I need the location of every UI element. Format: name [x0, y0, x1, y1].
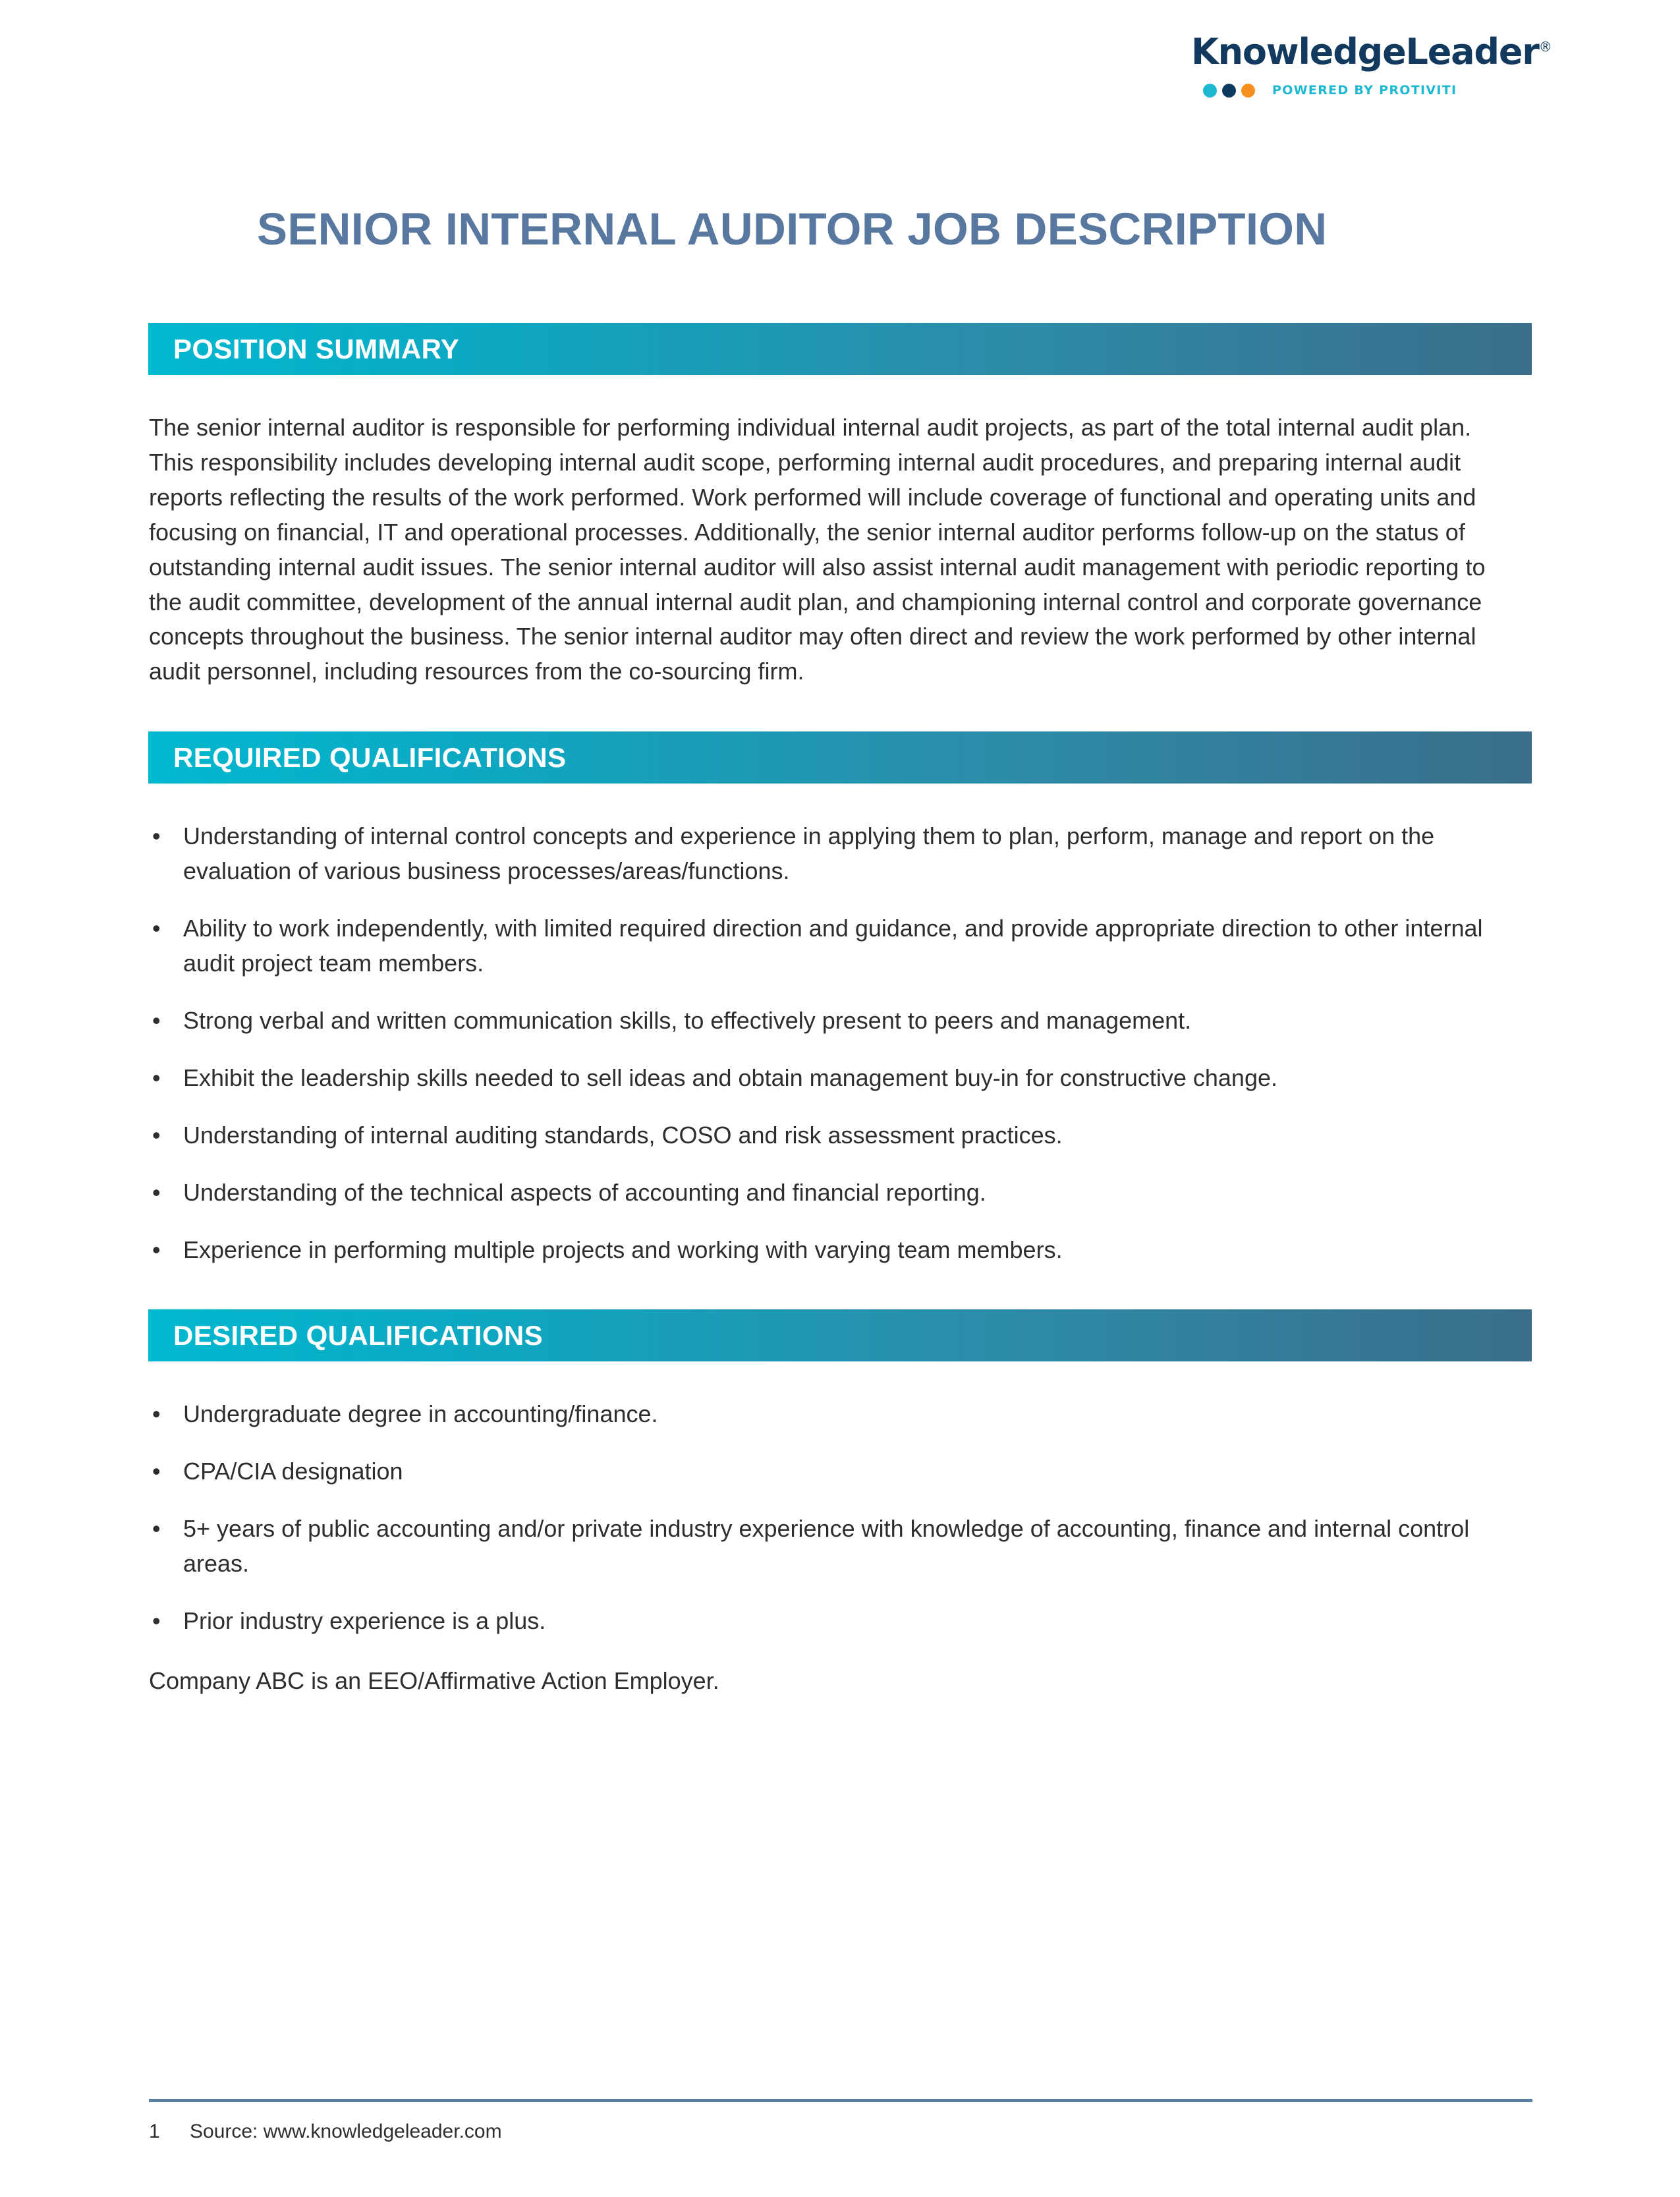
spacer: [149, 375, 1532, 411]
list-item-text: Understanding of the technical aspects of accounting and financial reporting.: [183, 1178, 986, 1206]
list-item: [149, 1233, 1532, 1268]
list-item-text: CPA/CIA designation: [183, 1458, 403, 1485]
list-item: [149, 1061, 1532, 1096]
section-title-desired-qualifications: DESIRED QUALIFICATIONS: [173, 1319, 544, 1351]
section-header-desired-qualifications: [148, 1309, 1532, 1361]
logo-dot-cyan-icon: [1203, 84, 1217, 98]
section-title-position-summary: POSITION SUMMARY: [173, 333, 460, 364]
bullet-icon: •: [152, 1458, 161, 1485]
list-item: [149, 819, 1532, 889]
bullet-icon: •: [152, 915, 161, 942]
position-summary-paragraph: The senior internal auditor is responsible for performing individual internal audit projects, as part of the total internal audit plan. This responsibility includes developing internal audit scope, performing internal audit procedures, and preparing internal audit reports reflecting the results of the work performed. Work performed will include coverage of functional and operating units and focusing on financial, IT and operational processes. Additionally, the senior internal auditor performs follow-up on the status of outstanding internal audit issues. The senior internal auditor will also assist internal audit management with periodic reporting to the audit committee, development of the annual internal audit plan, and championing internal control and corporate governance concepts throughout the business. The senior internal auditor may often direct and review the work performed by other internal audit personnel, including resources from the co-sourcing firm.: [149, 414, 1486, 685]
list-item: [149, 1004, 1532, 1039]
logo-wordmark: [1191, 31, 1552, 72]
section-title-required-qualifications: REQUIRED QUALIFICATIONS: [173, 741, 567, 773]
document-body: [149, 323, 1532, 1699]
registered-trademark-icon: ®: [1538, 39, 1552, 55]
bullet-icon: •: [152, 1064, 161, 1091]
spacer: [149, 784, 1532, 819]
logo-tagline: POWERED BY PROTIVITI: [1272, 83, 1457, 98]
spacer: [149, 1639, 1532, 1664]
footer-source: Source: www.knowledgeleader.com: [190, 2121, 502, 2142]
list-item-text: Exhibit the leadership skills needed to sell ideas and obtain management buy-in for constructive change.: [183, 1064, 1277, 1091]
bullet-icon: •: [152, 1006, 161, 1034]
logo-dots-icon: [1203, 84, 1255, 98]
bullet-icon: •: [152, 1121, 161, 1149]
list-item: [149, 1397, 1532, 1432]
list-item-text: Ability to work independently, with limited required direction and guidance, and provide appropriate direction to other internal audit project team members.: [183, 915, 1483, 977]
list-item: [149, 1604, 1532, 1639]
list-item: [149, 1176, 1532, 1211]
page-title: SENIOR INTERNAL AUDITOR JOB DESCRIPTION: [257, 204, 1328, 255]
bullet-icon: •: [152, 1178, 161, 1206]
page-number: 1: [149, 2121, 160, 2142]
desired-qualifications-list: [149, 1397, 1532, 1639]
list-item-text: Understanding of internal auditing standards, COSO and risk assessment practices.: [183, 1121, 1063, 1149]
bullet-icon: •: [152, 1607, 161, 1635]
section-header-required-qualifications: [148, 731, 1532, 784]
bullet-icon: •: [152, 1400, 161, 1428]
bullet-icon: •: [152, 1236, 161, 1263]
list-item-text: Prior industry experience is a plus.: [183, 1607, 546, 1635]
list-item-text: Understanding of internal control concepts and experience in applying them to plan, perform, manage and report on the evaluation of various business processes/areas/functions.: [183, 822, 1435, 885]
list-item-text: Strong verbal and written communication skills, to effectively present to peers and management.: [183, 1006, 1192, 1034]
list-item-text: Experience in performing multiple projects and working with varying team members.: [183, 1236, 1063, 1263]
list-item-text: Undergraduate degree in accounting/finance.: [183, 1400, 658, 1428]
footer-divider: [149, 2099, 1532, 2102]
logo-wordmark-text: KnowledgeLeader: [1191, 31, 1539, 72]
footer: [149, 2121, 502, 2143]
bullet-icon: •: [152, 822, 161, 850]
required-qualifications-list: [149, 819, 1532, 1267]
logo-dot-orange-icon: [1241, 84, 1255, 98]
section-header-position-summary: [148, 323, 1532, 375]
list-item: [149, 1454, 1532, 1489]
knowledgeleader-logo: [1191, 31, 1552, 98]
spacer: [149, 1267, 1532, 1309]
list-item: [149, 1118, 1532, 1153]
spacer: [149, 1361, 1532, 1397]
logo-tagline-row: [1191, 83, 1534, 98]
bullet-icon: •: [152, 1515, 161, 1543]
list-item: [149, 1512, 1532, 1582]
list-item-text: 5+ years of public accounting and/or private industry experience with knowledge of accounting, finance and internal control areas.: [183, 1515, 1470, 1578]
logo-dot-navy-icon: [1222, 84, 1236, 98]
spacer: [149, 689, 1532, 731]
eeo-statement: Company ABC is an EEO/Affirmative Action Employer.: [149, 1667, 719, 1694]
list-item: [149, 911, 1532, 981]
